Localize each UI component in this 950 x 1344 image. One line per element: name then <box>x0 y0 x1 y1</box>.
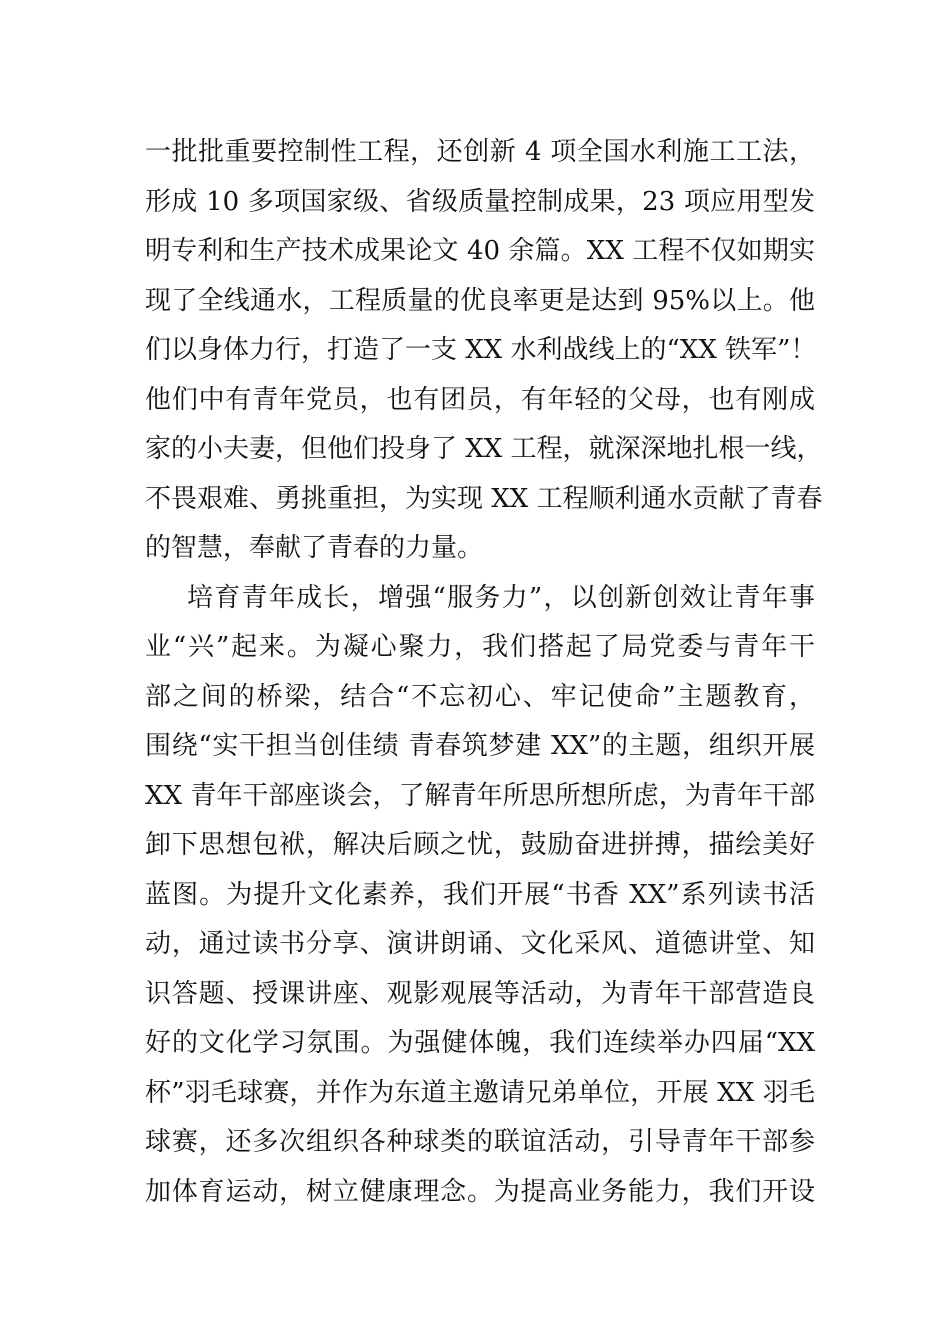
text-line: 部之间的桥梁，结合“不忘初心、牢记使命”主题教育， <box>145 681 815 712</box>
paragraph-start-line: 培育青年成长，增强“服务力”，以创新创效让青年事 <box>187 582 815 613</box>
text-line: 动，通过读书分享、演讲朗诵、文化采风、道德讲堂、知 <box>145 929 815 959</box>
text-line: XX 青年干部座谈会，了解青年所思所想所虑，为青年干部 <box>145 780 815 811</box>
text-line: 一批批重要控制性工程，还创新 4 项全国水利施工工法， <box>145 137 815 167</box>
text-line: 卸下思想包袱，解决后顾之忧，鼓励奋进拼搏，描绘美好 <box>145 830 815 860</box>
body-text <box>145 128 823 1217</box>
text-line: 形成 10 多项国家级、省级质量控制成果，23 项应用型发 <box>145 186 815 217</box>
text-line: 加体育运动，树立健康理念。为提高业务能力，我们开设 <box>145 1176 815 1207</box>
text-line: 业“兴”起来。为凝心聚力，我们搭起了局党委与青年干 <box>145 632 815 662</box>
text-line: 围绕“实干担当创佳绩 青春筑梦建 XX”的主题，组织开展 <box>145 731 815 761</box>
text-line: 蓝图。为提升文化素养，我们开展“书香 XX”系列读书活 <box>145 879 815 910</box>
text-line: 好的文化学习氛围。为强健体魄，我们连续举办四届“XX <box>145 1028 815 1058</box>
text-line: 他们中有青年党员，也有团员，有年轻的父母，也有刚成 <box>145 384 815 415</box>
text-line: 识答题、授课讲座、观影观展等活动，为青年干部营造良 <box>145 978 815 1009</box>
text-line: 家的小夫妻，但他们投身了 XX 工程，就深深地扎根一线， <box>145 434 823 464</box>
text-line: 杯”羽毛球赛，并作为东道主邀请兄弟单位，开展 XX 羽毛 <box>145 1077 815 1108</box>
text-line: 不畏艰难、勇挑重担，为实现 XX 工程顺利通水贡献了青春 <box>145 483 823 514</box>
text-line: 们以身体力行，打造了一支 XX 水利战线上的“XX 铁军”！ <box>145 335 817 365</box>
text-line: 明专利和生产技术成果论文 40 余篇。XX 工程不仅如期实 <box>145 236 815 266</box>
text-line: 现了全线通水，工程质量的优良率更是达到 95%以上。他 <box>145 285 815 316</box>
text-line: 球赛，还多次组织各种球类的联谊活动，引导青年干部参 <box>145 1127 815 1157</box>
paragraph-end-line: 的智慧，奉献了青春的力量。 <box>145 533 484 563</box>
